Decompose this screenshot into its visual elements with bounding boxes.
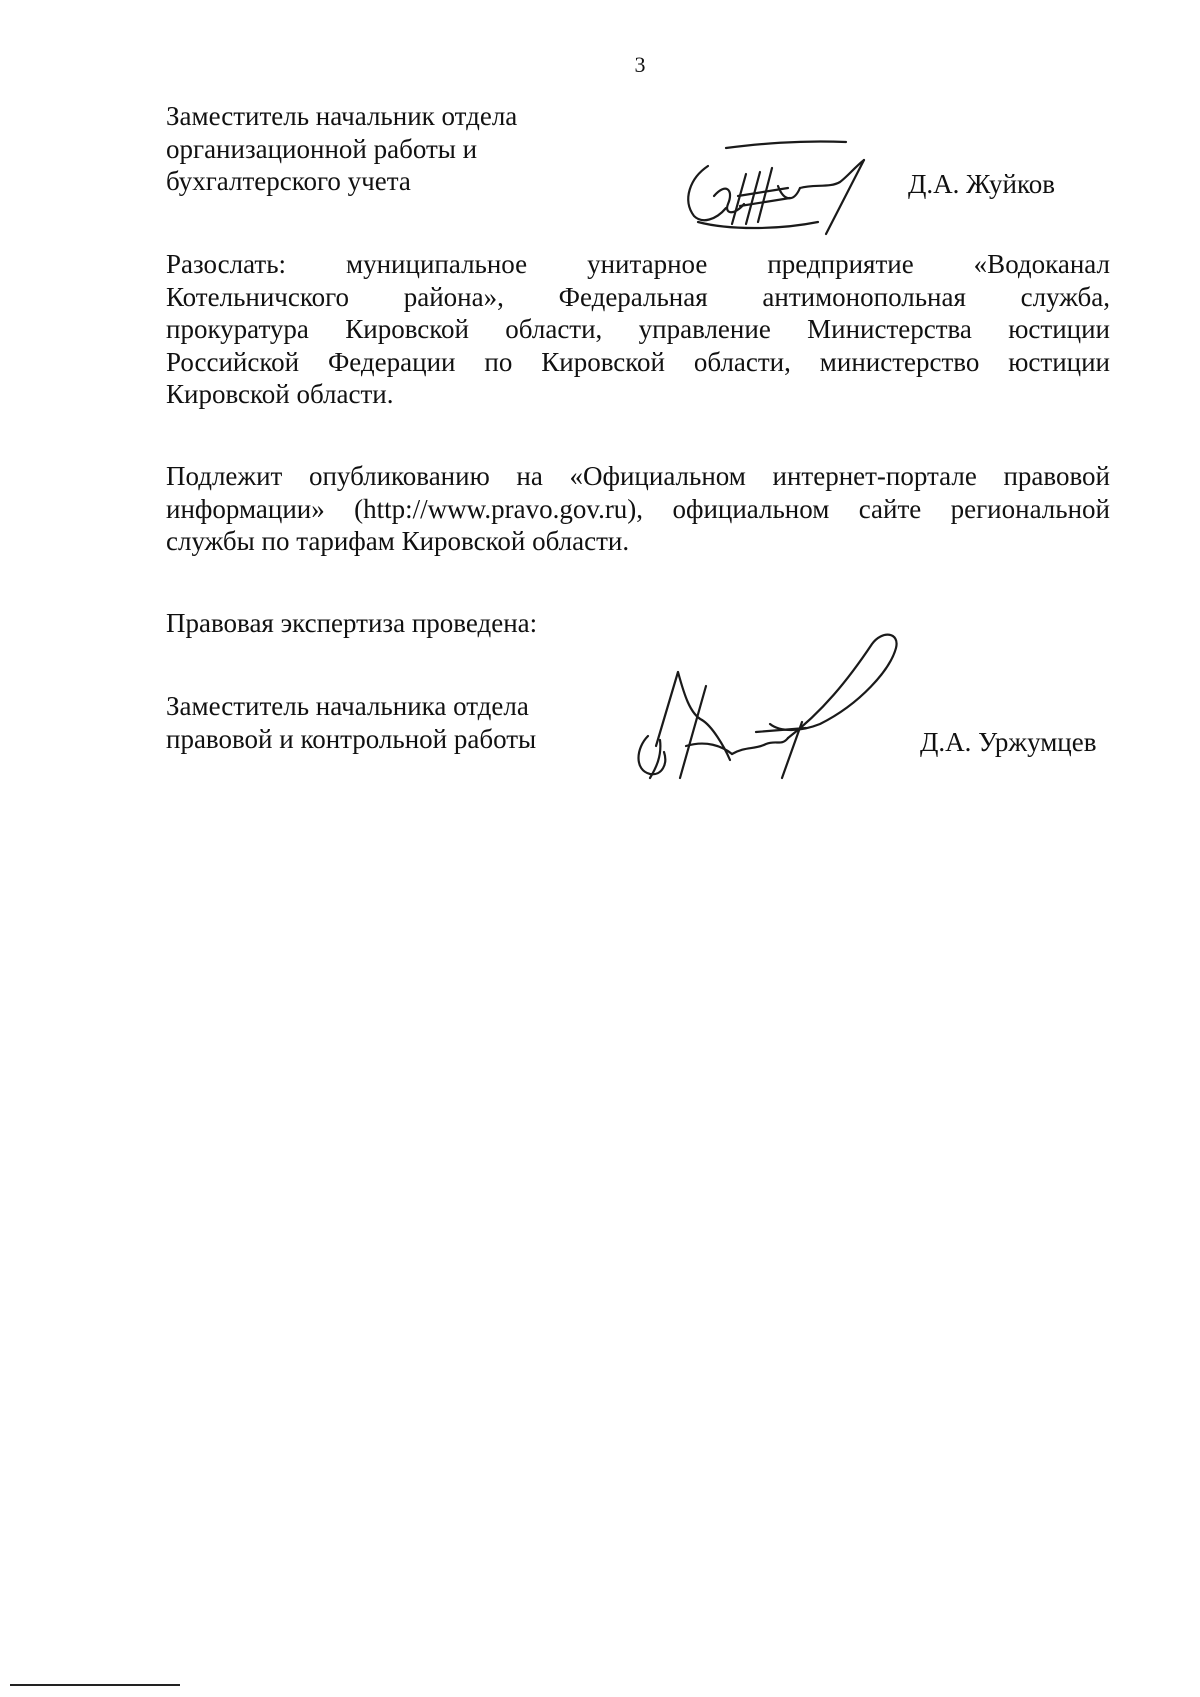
signer1-title [166,100,517,198]
publication-line: Подлежит опубликованию на «Официальном интернет-портале правовой [166,461,1110,491]
signer2-title [166,690,536,755]
publication-line: службы по тарифам Кировской области. [166,526,630,556]
distribution-line: Разослать: муниципальное унитарное предприятие «Водоканал [166,249,1110,279]
signature-2 [606,628,926,788]
distribution-line: Кировской области. [166,379,394,409]
publication-paragraph [166,460,1110,558]
legal-review-heading: Правовая экспертиза проведена: [166,608,538,638]
page-number: 3 [634,52,646,77]
signer1-title-line: бухгалтерского учета [166,166,411,196]
signature-1 [668,138,908,238]
scan-line-mark [10,1684,180,1686]
signer2-name: Д.А. Уржумцев [920,727,1097,757]
signer1-name: Д.А. Жуйков [908,169,1055,199]
publication-line: информации» (http://www.pravo.gov.ru), официальном сайте региональной [166,493,1110,524]
signer1-title-line: организационной работы и [166,133,478,164]
signer2-title-line: Заместитель начальника отдела [166,691,529,721]
signer1-title-line: Заместитель начальник отдела [166,101,518,131]
signer2-title-line: правовой и контрольной работы [166,723,537,754]
distribution-line: Российской Федерации по Кировской области, министерство юстиции [166,346,1110,377]
distribution-line: Котельничского района», Федеральная антимонопольная служба, [166,281,1110,312]
distribution-line: прокуратура Кировской области, управление Министерства юстиции [166,314,1110,344]
distribution-paragraph [166,248,1110,411]
